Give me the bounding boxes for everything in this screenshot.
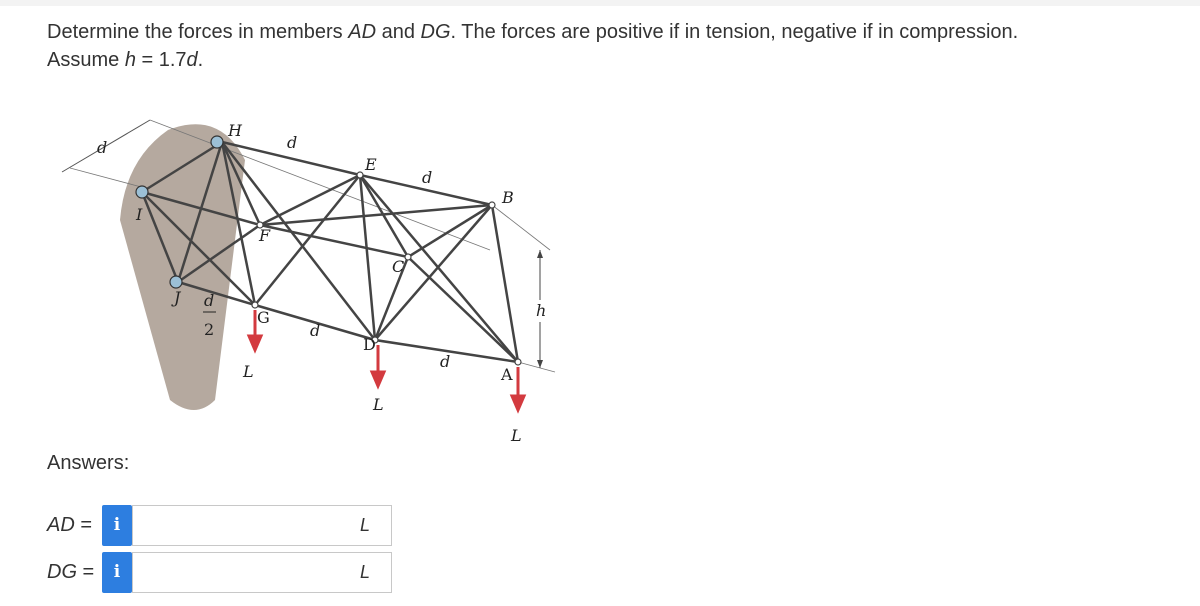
unit-dg: L xyxy=(360,562,371,582)
truss-diagram xyxy=(50,100,610,450)
info-icon: i xyxy=(113,562,121,582)
label-a: A xyxy=(501,365,513,384)
member-cb xyxy=(408,205,492,257)
answer-label-ad: AD = xyxy=(47,514,93,536)
member-ca xyxy=(408,257,518,362)
label-f: F xyxy=(259,226,271,245)
answer-input-dg[interactable] xyxy=(132,552,392,593)
info-button-ad[interactable] xyxy=(102,505,132,546)
joint-a xyxy=(515,359,521,365)
dimension-h-ext-bottom xyxy=(518,362,555,372)
unit-ad: L xyxy=(360,515,371,535)
label-b: B xyxy=(502,188,514,207)
joint-c xyxy=(405,254,411,260)
label-d-mid: d xyxy=(422,168,433,187)
member-ed xyxy=(360,175,375,340)
dimension-h-arrow-top xyxy=(537,250,543,258)
answer-row-ad xyxy=(47,505,387,547)
label-c: C xyxy=(392,257,405,276)
label-d-top: d xyxy=(287,133,298,152)
member-dg-text: DG xyxy=(420,21,451,43)
label-h-dim: h xyxy=(536,301,547,320)
question-text: Determine the forces in members AD and DG. The forces are positive if in tension, negative if in compression. Assume h = 1.7d. xyxy=(47,21,1019,71)
label-l-g: L xyxy=(243,362,254,381)
label-i: I xyxy=(136,205,143,224)
label-d-lower: d xyxy=(310,321,321,340)
label-g: G xyxy=(257,308,270,327)
member-eg xyxy=(255,175,360,305)
member-fc xyxy=(260,225,408,257)
label-d-half-den: 2 xyxy=(204,320,215,339)
label-j: J xyxy=(174,288,181,307)
support-ball-h xyxy=(211,136,223,148)
support-ball-j xyxy=(170,276,182,288)
label-d-left: d xyxy=(97,138,108,157)
load-arrow-a xyxy=(512,396,524,410)
top-border xyxy=(0,0,1200,6)
label-d-bottom: d xyxy=(440,352,451,371)
joint-b xyxy=(489,202,495,208)
member-ba xyxy=(492,205,518,362)
answer-input-ad[interactable] xyxy=(132,505,392,546)
answer-row-dg xyxy=(47,552,387,594)
label-l-a: L xyxy=(511,426,522,445)
info-icon: i xyxy=(113,515,121,535)
info-button-dg[interactable] xyxy=(102,552,132,593)
answer-label-dg: DG = xyxy=(47,561,95,583)
label-d-half-num: d xyxy=(204,291,215,310)
load-arrow-d xyxy=(372,372,384,386)
dimension-h-ext-top xyxy=(492,205,550,250)
member-ad-text: AD xyxy=(348,21,377,43)
label-l-d: L xyxy=(373,395,384,414)
joint-e xyxy=(357,172,363,178)
label-d-joint: D xyxy=(363,335,376,354)
truss-figure xyxy=(50,100,610,450)
member-hd xyxy=(222,142,375,340)
load-arrow-g xyxy=(249,336,261,350)
label-e: E xyxy=(365,155,377,174)
dimension-h-arrow-bottom xyxy=(537,360,543,368)
label-h: H xyxy=(228,121,242,140)
answers-label: Answers: xyxy=(47,452,130,474)
support-ball-i xyxy=(136,186,148,198)
